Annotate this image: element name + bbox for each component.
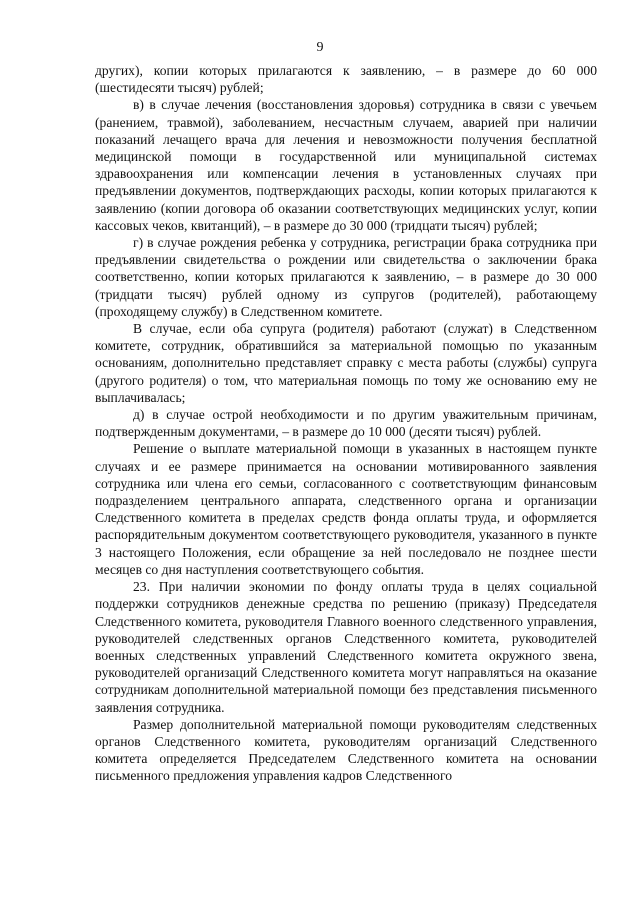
- paragraph-6: Решение о выплате материальной помощи в указанных в настоящем пункте случаях и ее размере принимается на основании мотивированного заявления сотрудника или члена его семьи, согласованного с соответствующим финансовым подразделением центрального аппарата, следственного органа и организации Следственного комитета в пределах средств фонда оплаты труда, и оформляется распорядительным документом соответствующего руководителя, указанного в пункте 3 настоящего Положения, если обращение за ней последовало не позднее шести месяцев со дня наступления соответствующего события.: [95, 441, 597, 577]
- page-number: 9: [316, 40, 324, 55]
- paragraph-5: д) в случае острой необходимости и по другим уважительным причинам, подтвержденным документами, – в размере до 10 000 (десяти тысяч) рублей.: [95, 407, 597, 440]
- paragraph-3: г) в случае рождения ребенка у сотрудника, регистрации брака сотрудника при предъявлении свидетельства о рождении или свидетельства о заключении брака соответственно, копии которых прилагаются к заявлению, – в размере до 30 000 (тридцати тысяч) рублей одному из супругов (родителей), работающему (проходящему службу) в Следственном комитете.: [95, 235, 597, 319]
- paragraph-4: В случае, если оба супруга (родителя) работают (служат) в Следственном комитете, сотрудник, обратившийся за материальной помощью по указанным основаниям, дополнительно представляет справку с места работы (службы) супруга (другого родителя) о том, что материальная помощь по тому же основанию ему не выплачивалась;: [95, 321, 597, 405]
- paragraph-8: Размер дополнительной материальной помощи руководителям следственных органов Следственного комитета, руководителям организаций Следственного комитета определяется Председателем Следственного комитета на основании письменного предложения управления кадров Следственного: [95, 716, 597, 784]
- paragraph-7: 23. При наличии экономии по фонду оплаты труда в целях социальной поддержки сотрудников денежные средства по решению (приказу) Председателя Следственного комитета, руководителя Главного военного следственного управления, руководителей следственных органов Следственного комитета, руководителей военных следственных управлений Следственного комитета окружного звена, руководителей организаций Следственного комитета могут направляться на оказание сотрудникам дополнительной материальной помощи без представления письменного заявления сотрудника.: [95, 579, 597, 715]
- paragraph-2: в) в случае лечения (восстановления здоровья) сотрудника в связи с увечьем (ранением, травмой), заболеванием, несчастным случаем, аварией при наличии показаний лечащего врача для лечения и невозможности получения бесплатной медицинской помощи в государственной или муниципальной системах здравоохранения или компенсации лечения в установленных случаях при предъявлении документов, подтверждающих расходы, копии которых прилагаются к заявлению (копии договора об оказании соответствующих медицинских услуг, копии кассовых чеков, квитанций), – в размере до 30 000 (тридцати тысяч) рублей;: [95, 97, 597, 233]
- document-body: [95, 62, 597, 785]
- paragraph-1: других), копии которых прилагаются к заявлению, – в размере до 60 000 (шестидесяти тысяч) рублей;: [95, 63, 597, 96]
